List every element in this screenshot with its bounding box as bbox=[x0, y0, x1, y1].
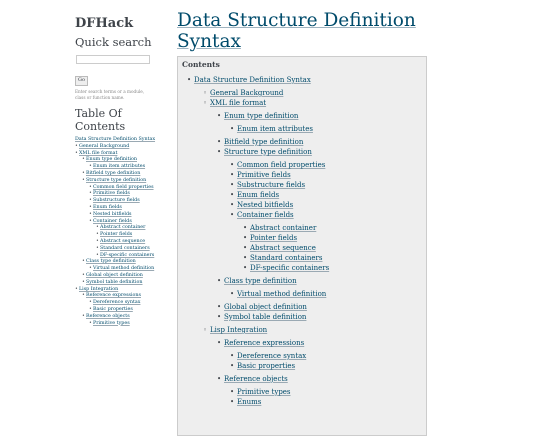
sidebar-toc-item[interactable]: • Enum item attributes bbox=[75, 164, 175, 171]
toc-item[interactable]: • Enum fields bbox=[237, 190, 422, 200]
toc-item[interactable]: ◦ XML file format bbox=[210, 98, 422, 108]
toc-item[interactable]: • Reference objects bbox=[224, 374, 422, 384]
sidebar-toc-item[interactable]: • Primitive types bbox=[75, 321, 175, 328]
page-title[interactable]: Data Structure Definition Syntax bbox=[177, 10, 416, 52]
toc-item[interactable]: • Reference expressions bbox=[224, 338, 422, 348]
toc-item[interactable]: • Virtual method definition bbox=[237, 289, 422, 299]
toc-item[interactable]: • Bitfield type definition bbox=[224, 137, 422, 147]
sidebar-toc-item[interactable]: • Dereference syntax bbox=[75, 300, 175, 307]
search-form bbox=[75, 55, 175, 64]
sidebar-toc-item[interactable]: • Abstract container bbox=[75, 225, 175, 232]
search-input[interactable] bbox=[76, 55, 150, 64]
toc-item[interactable]: • Dereference syntax bbox=[237, 351, 422, 361]
search-hint: Enter search terms or a module, class or function name. bbox=[75, 89, 145, 100]
toc-item[interactable]: • Primitive types bbox=[237, 387, 422, 397]
toc-item[interactable]: • Enum item attributes bbox=[237, 124, 422, 134]
brand-title[interactable]: DFHack bbox=[75, 16, 134, 31]
search-heading: Quick search bbox=[75, 35, 152, 49]
sidebar-toc-item[interactable]: • Structure type definition bbox=[75, 178, 175, 185]
sidebar-toc-item[interactable]: • Substructure fields bbox=[75, 198, 175, 205]
sidebar-toc-item[interactable]: • Reference expressions bbox=[75, 293, 175, 300]
toc-item[interactable]: • Structure type definition bbox=[224, 147, 422, 157]
sidebar-toc-item[interactable]: • Basic properties bbox=[75, 307, 175, 314]
toc-item[interactable]: • Basic properties bbox=[237, 361, 422, 371]
toc-item[interactable]: • Symbol table definition bbox=[224, 312, 422, 322]
contents-toc bbox=[182, 75, 422, 407]
toc-item[interactable]: • Substructure fields bbox=[237, 180, 422, 190]
toc-heading: Table Of Contents bbox=[75, 107, 126, 133]
sidebar-toc-item[interactable]: • Bitfield type definition bbox=[75, 171, 175, 178]
sidebar-toc-item[interactable]: • Lisp Integration bbox=[75, 287, 175, 294]
sidebar-toc bbox=[75, 137, 175, 327]
sidebar-toc-item[interactable]: • Common field properties bbox=[75, 185, 175, 192]
sidebar-toc-item[interactable]: • Enum type definition bbox=[75, 157, 175, 164]
sidebar-toc-item[interactable]: • Nested bitfields bbox=[75, 212, 175, 219]
toc-item[interactable]: • Abstract sequence bbox=[250, 243, 422, 253]
toc-item[interactable]: • Nested bitfields bbox=[237, 200, 422, 210]
sidebar-toc-item[interactable]: • Global object definition bbox=[75, 273, 175, 280]
sidebar-toc-item[interactable]: • Standard containers bbox=[75, 246, 175, 253]
sidebar-toc-item[interactable]: • Primitive fields bbox=[75, 191, 175, 198]
toc-item[interactable]: ◦ Lisp Integration bbox=[210, 325, 422, 335]
toc-item[interactable]: • Container fields bbox=[237, 210, 422, 220]
sidebar-toc-item[interactable]: Data Structure Definition Syntax bbox=[75, 137, 156, 142]
toc-item[interactable]: • Pointer fields bbox=[250, 233, 422, 243]
sidebar-toc-item[interactable]: • Container fields bbox=[75, 219, 175, 226]
contents-heading: Contents bbox=[182, 60, 220, 69]
main-content bbox=[177, 10, 427, 436]
sidebar bbox=[75, 14, 175, 327]
sidebar-toc-item[interactable]: • Pointer fields bbox=[75, 232, 175, 239]
toc-item[interactable]: • Common field properties bbox=[237, 160, 422, 170]
sidebar-toc-item[interactable]: • Abstract sequence bbox=[75, 239, 175, 246]
toc-item[interactable]: ◦ General Background bbox=[210, 88, 422, 98]
sidebar-toc-item[interactable]: • Symbol table definition bbox=[75, 280, 175, 287]
contents-box bbox=[177, 56, 427, 436]
sidebar-toc-item[interactable]: • General Background bbox=[75, 144, 175, 151]
toc-item[interactable]: • Abstract container bbox=[250, 223, 422, 233]
sidebar-toc-item[interactable]: • Reference objects bbox=[75, 314, 175, 321]
toc-item[interactable]: • Standard containers bbox=[250, 253, 422, 263]
sidebar-toc-item[interactable]: • Enum fields bbox=[75, 205, 175, 212]
toc-item[interactable]: • Enum type definition bbox=[224, 111, 422, 121]
toc-item[interactable]: • Class type definition bbox=[224, 276, 422, 286]
toc-item[interactable]: • Data Structure Definition Syntax bbox=[194, 75, 422, 85]
go-button[interactable]: Go bbox=[75, 76, 88, 86]
sidebar-toc-item[interactable]: • Virtual method definition bbox=[75, 266, 175, 273]
toc-item[interactable]: • Primitive fields bbox=[237, 170, 422, 180]
sidebar-toc-item[interactable]: • Class type definition bbox=[75, 259, 175, 266]
toc-item[interactable]: • Global object definition bbox=[224, 302, 422, 312]
sidebar-toc-item[interactable]: • XML file format bbox=[75, 151, 175, 158]
toc-item[interactable]: • DF-specific containers bbox=[250, 263, 422, 273]
sidebar-toc-item[interactable]: • DF-specific containers bbox=[75, 253, 175, 260]
toc-item[interactable]: • Enums bbox=[237, 397, 422, 407]
